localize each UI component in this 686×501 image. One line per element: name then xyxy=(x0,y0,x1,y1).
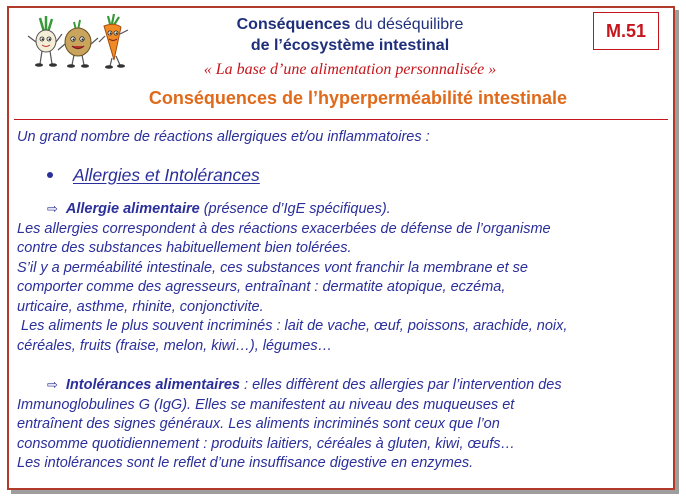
intolerance-heading xyxy=(17,375,667,396)
title-rest: du déséquilibre xyxy=(350,16,464,33)
intro-text: Un grand nombre de réactions allergiques et/ou inflammatoires : xyxy=(17,129,430,145)
title-bold-word: Conséquences xyxy=(236,16,351,33)
bullet-dot-icon xyxy=(47,172,53,178)
body-content xyxy=(17,128,667,474)
intolerance-line: Immunoglobulines G (IgG). Elles se manifestent au niveau des muqueuses et xyxy=(17,396,515,413)
intolerance-label: Intolérances alimentaires xyxy=(65,377,240,393)
tagline: « La base d’une alimentation personnalisée » xyxy=(203,61,497,78)
module-code-badge: M.51 xyxy=(593,12,659,50)
header xyxy=(150,14,550,80)
onion-character-icon xyxy=(28,16,62,67)
arrow-right-icon: ⇨ xyxy=(47,377,58,392)
potato-character-icon xyxy=(58,20,98,68)
allergy-line: contre des substances habituellement bien tolérées. xyxy=(17,240,352,256)
bullet-item xyxy=(17,166,667,186)
allergy-label: Allergie alimentaire xyxy=(65,201,200,217)
allergy-line: Les allergies correspondent à des réactions exacerbées de défense de l’organisme xyxy=(17,220,551,237)
allergy-line: comporter comme des agresseurs, entraînant : dermatite atopique, eczéma, xyxy=(17,279,506,295)
allergy-heading xyxy=(17,199,667,220)
intolerance-label-rest: : elles diffèrent des allergies par l’intervention des xyxy=(239,377,562,393)
intolerance-line: entraînent des signes généraux. Les aliments incriminés sont ceux que l’on xyxy=(17,416,500,432)
allergy-line: urticaire, asthme, rhinite, conjonctivite. xyxy=(17,298,264,315)
allergy-line: S’il y a perméabilité intestinale, ces substances vont franchir la membrane et se xyxy=(17,259,528,276)
intolerance-line: Les intolérances sont le reflet d’une insuffisance digestive en enzymes. xyxy=(17,455,474,471)
intolerance-line: consomme quotidiennement : produits laitiers, céréales à gluten, kiwi, œufs… xyxy=(17,435,516,452)
allergy-line: Les aliments le plus souvent incriminés : lait de vache, œuf, poissons, arachide, noix, xyxy=(21,318,568,334)
page-title-line-1 xyxy=(150,14,550,35)
section-subtitle: Conséquences de l’hyperperméabilité intestinale xyxy=(148,88,568,108)
page-title-line-2: de l’écosystème intestinal xyxy=(250,37,450,54)
carrot-character-icon xyxy=(99,14,128,69)
allergy-line: céréales, fruits (fraise, melon, kiwi…), légumes… xyxy=(17,337,333,354)
bullet-label: Allergies et Intolérances xyxy=(73,164,260,185)
vegetable-characters-logo-icon xyxy=(22,14,134,72)
spacer xyxy=(17,356,667,375)
divider xyxy=(14,119,668,120)
arrow-right-icon: ⇨ xyxy=(47,201,58,216)
allergy-label-rest: (présence d’IgE spécifiques). xyxy=(199,201,391,217)
